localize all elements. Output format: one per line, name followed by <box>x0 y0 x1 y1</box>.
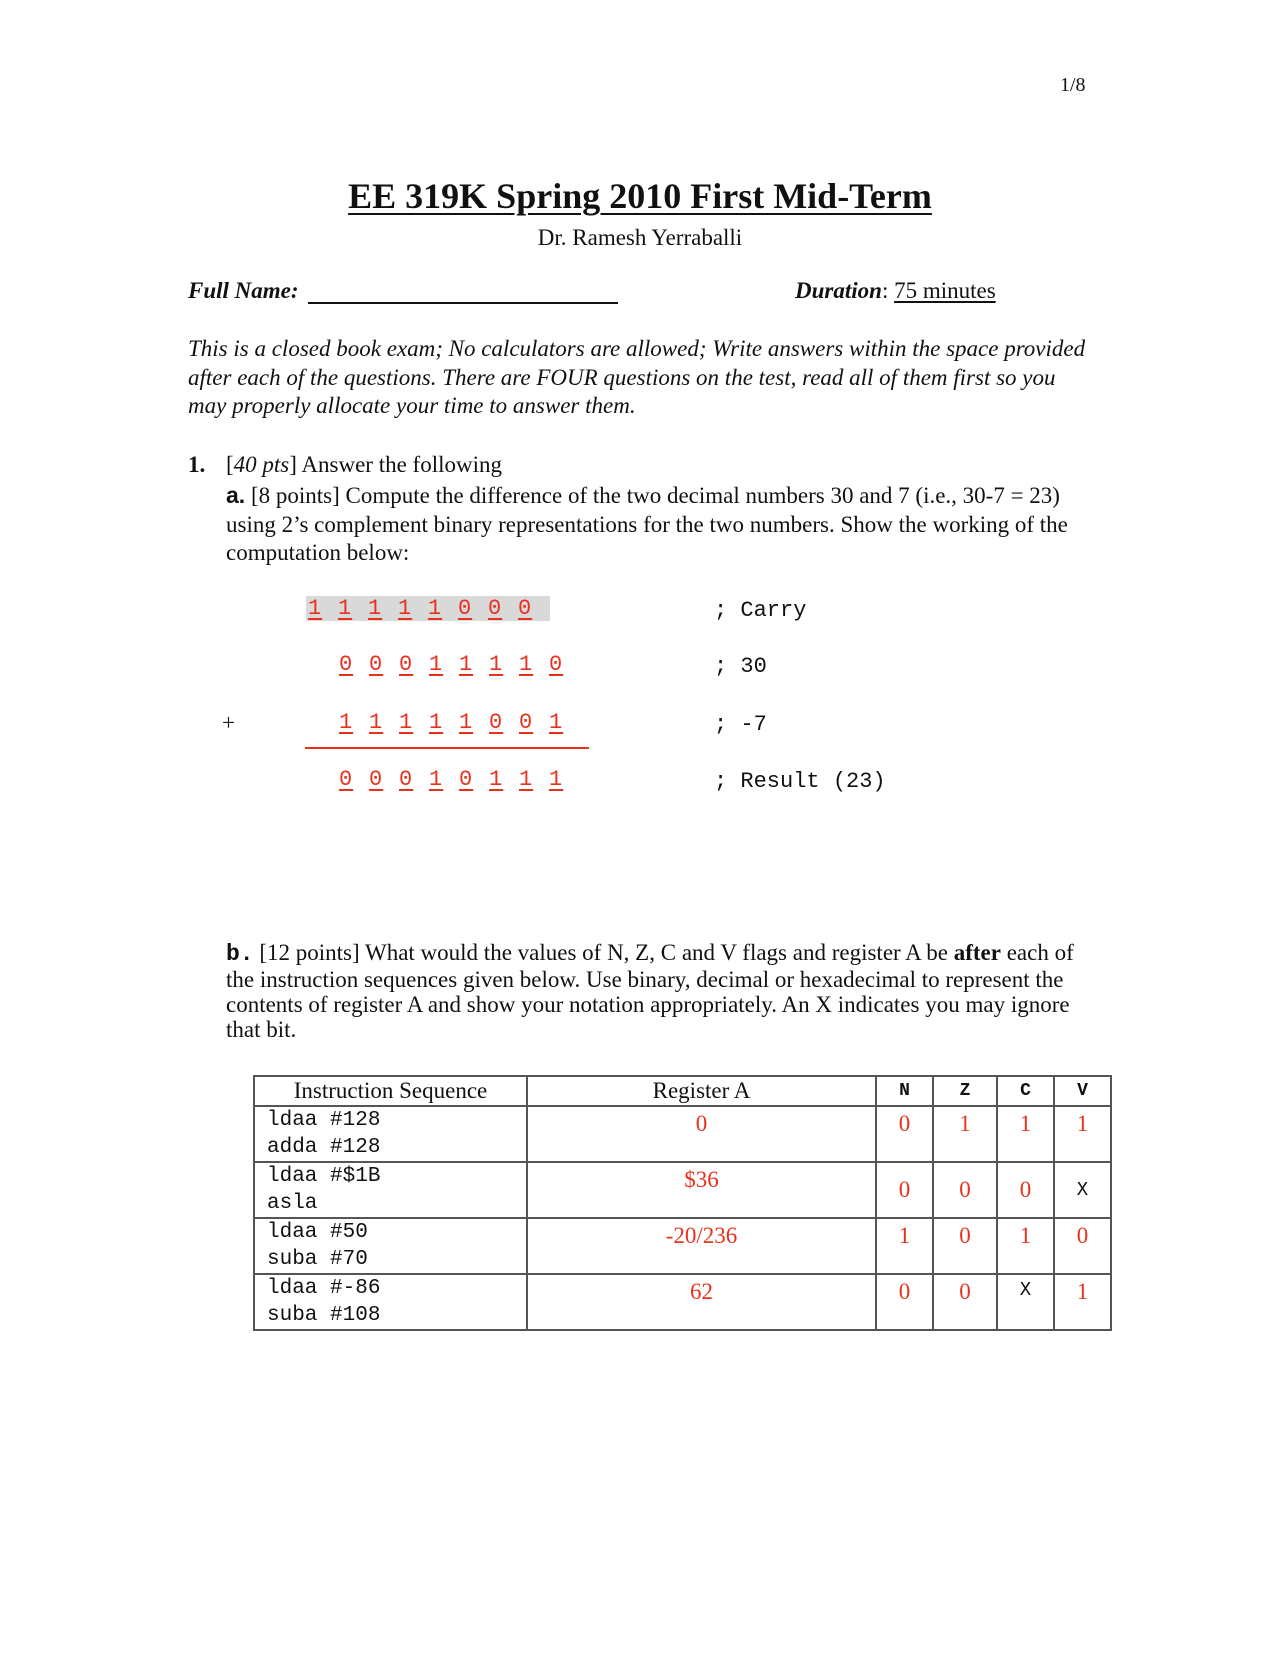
flag-v-cell: 1 <box>1054 1106 1111 1162</box>
instruction: ldaa #$1B <box>267 1165 381 1188</box>
question-1b <box>226 940 1096 1042</box>
instruction: ldaa #128 <box>267 1109 381 1132</box>
question-1-heading-text: Answer the following <box>296 452 502 477</box>
flag-z-cell: 0 <box>933 1218 997 1274</box>
instruction: ldaa #-86 <box>267 1277 381 1300</box>
full-name-blank[interactable] <box>308 302 618 304</box>
flags-table <box>253 1075 1112 1331</box>
bit: 0 <box>369 767 384 792</box>
bit: 0 <box>488 596 503 621</box>
minus-seven-bits <box>339 710 579 735</box>
instruction: suba #70 <box>267 1248 368 1271</box>
flag-c-cell: 0 <box>997 1162 1054 1218</box>
table-row <box>254 1218 1111 1274</box>
bit: 0 <box>399 767 414 792</box>
exam-title-text: EE 319K Spring 2010 First Mid-Term <box>348 176 932 216</box>
bit: 1 <box>429 767 444 792</box>
bit: 1 <box>399 710 414 735</box>
table-header-row <box>254 1076 1111 1106</box>
question-1a <box>226 481 1096 568</box>
duration-sep: : <box>881 278 895 303</box>
flag-c-cell: X <box>997 1274 1054 1330</box>
question-1a-label: a. <box>226 482 246 508</box>
flag-v-cell: X <box>1054 1162 1111 1218</box>
question-1b-text-1: [12 points] What would the values of N, Z, C and V flags and register A be <box>253 940 954 965</box>
minus-seven-comment: ; -7 <box>714 712 767 737</box>
bit: 1 <box>429 710 444 735</box>
flag-n-cell: 0 <box>876 1274 933 1330</box>
col-header-n: N <box>876 1076 933 1106</box>
sequence-cell <box>254 1162 527 1218</box>
register-a-cell: $36 <box>527 1162 876 1218</box>
sequence-cell <box>254 1274 527 1330</box>
instruction: ldaa #50 <box>267 1221 368 1244</box>
bit: 1 <box>398 596 413 621</box>
question-1b-label: b. <box>226 941 254 967</box>
col-header-sequence: Instruction Sequence <box>254 1076 527 1106</box>
duration-label: Duration <box>795 278 882 303</box>
bit: 1 <box>459 652 474 677</box>
table-row <box>254 1274 1111 1330</box>
flag-c-cell: 1 <box>997 1218 1054 1274</box>
col-header-z: Z <box>933 1076 997 1106</box>
bit: 0 <box>399 652 414 677</box>
sum-line <box>305 747 589 749</box>
bit: 0 <box>339 767 354 792</box>
sequence-cell <box>254 1106 527 1162</box>
question-1-points: 40 pts <box>233 452 290 477</box>
bit: 1 <box>519 767 534 792</box>
flag-z-cell: 1 <box>933 1106 997 1162</box>
bit: 1 <box>549 767 564 792</box>
bit: 0 <box>369 652 384 677</box>
bit: 1 <box>308 596 323 621</box>
instruction: adda #128 <box>267 1136 381 1159</box>
bit: 1 <box>369 710 384 735</box>
table-row <box>254 1106 1111 1162</box>
bit: 1 <box>489 652 504 677</box>
table-row <box>254 1162 1111 1218</box>
col-header-register: Register A <box>527 1076 876 1106</box>
register-a-cell: -20/236 <box>527 1218 876 1274</box>
flag-n-cell: 0 <box>876 1106 933 1162</box>
flag-v-cell: 0 <box>1054 1218 1111 1274</box>
page-number: 1/8 <box>1060 74 1086 96</box>
bit: 1 <box>368 596 383 621</box>
duration-value: 75 minutes <box>894 278 996 303</box>
bit: 1 <box>519 652 534 677</box>
instruction: suba #108 <box>267 1304 381 1327</box>
bit: 0 <box>518 596 533 621</box>
question-1-heading <box>226 452 502 478</box>
bit: 0 <box>519 710 534 735</box>
flag-z-cell: 0 <box>933 1274 997 1330</box>
col-header-c: C <box>997 1076 1054 1106</box>
bit: 1 <box>428 596 443 621</box>
instructions: This is a closed book exam; No calculators are allowed; Write answers within the space provided after each of the questions. There are FOUR questions on the test, read all of them first so you may properly allocate your time to answer them. <box>188 336 1086 418</box>
bit: 0 <box>339 652 354 677</box>
bit: 0 <box>549 652 564 677</box>
bit: 1 <box>489 767 504 792</box>
bit: 1 <box>338 596 353 621</box>
q1-bracket-close: ] <box>289 452 297 477</box>
bit: 1 <box>429 652 444 677</box>
flag-c-cell: 1 <box>997 1106 1054 1162</box>
duration <box>795 278 996 304</box>
flag-n-cell: 1 <box>876 1218 933 1274</box>
bit: 0 <box>459 767 474 792</box>
sequence-cell <box>254 1218 527 1274</box>
col-header-v: V <box>1054 1076 1111 1106</box>
carry-bits <box>306 596 550 621</box>
bit: 1 <box>549 710 564 735</box>
bit: 0 <box>458 596 473 621</box>
author: Dr. Ramesh Yerraballi <box>537 225 743 250</box>
bit: 0 <box>489 710 504 735</box>
exam-title <box>0 175 1280 217</box>
question-1b-bold: after <box>953 940 1001 965</box>
flag-n-cell: 0 <box>876 1162 933 1218</box>
question-1b-text-2: each of the instruction sequences given below. Use binary, decimal or hexadecimal to represent the contents of register A and show your notation appropriately. An X indicates you may ignore that bit. <box>226 940 1074 1042</box>
full-name-label: Full Name: <box>188 278 299 303</box>
instruction: asla <box>267 1192 318 1215</box>
thirty-comment: ; 30 <box>714 654 767 679</box>
carry-comment: ; Carry <box>714 598 807 623</box>
q1-bracket-open: [ <box>226 452 234 477</box>
result-bits <box>339 767 579 792</box>
flag-z-cell: 0 <box>933 1162 997 1218</box>
question-1-number: 1. <box>188 452 206 477</box>
bit: 1 <box>459 710 474 735</box>
register-a-cell: 0 <box>527 1106 876 1162</box>
register-a-cell: 62 <box>527 1274 876 1330</box>
result-comment: ; Result (23) <box>714 769 886 794</box>
question-1a-text: [8 points] Compute the difference of the two decimal numbers 30 and 7 (i.e., 30-7 = 23) using 2’s complement binary representations for the two numbers. Show the working of the computation below: <box>226 483 1068 565</box>
flag-v-cell: 1 <box>1054 1274 1111 1330</box>
bit: 1 <box>339 710 354 735</box>
plus-sign: + <box>222 710 235 735</box>
thirty-bits <box>339 652 579 677</box>
